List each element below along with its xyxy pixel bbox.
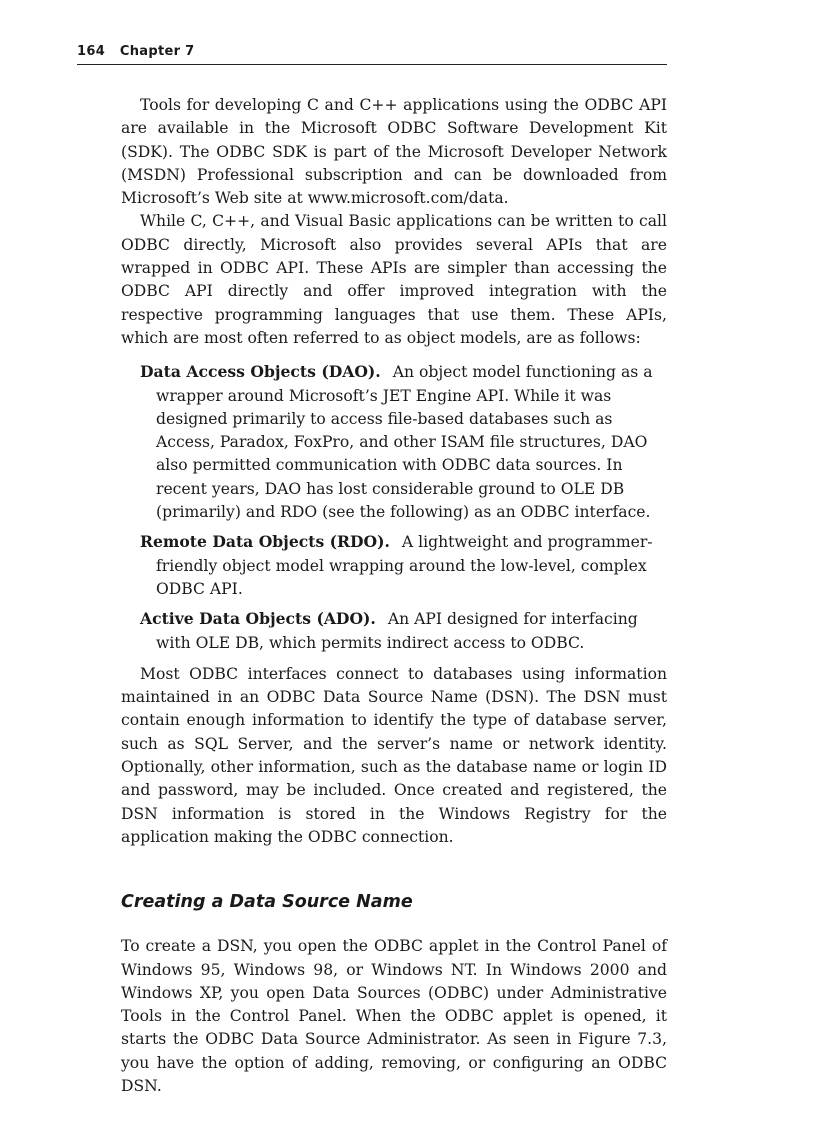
- definition-rdo: [140, 530, 667, 601]
- definition-term: Remote Data Objects (RDO).: [140, 532, 390, 552]
- definition-text: An API designed for interfacing with OLE DB, which permits indirect access to ODBC.: [156, 610, 638, 652]
- definition-list: [140, 360, 667, 655]
- page-body: [121, 94, 667, 1098]
- chapter-label: Chapter 7: [119, 44, 195, 59]
- page-number: 164: [77, 44, 106, 59]
- definition-term: Active Data Objects (ADO).: [140, 609, 376, 629]
- paragraph-object-models: While C, C++, and Visual Basic applications can be written to call ODBC directly, Microsoft also provides several APIs that are wrapped in ODBC API. These APIs are simpler than accessing the ODBC API directly and offer improved integration with the respective programming languages that use them. These APIs, which are most often referred to as object models, are as follows:: [121, 212, 667, 347]
- paragraph-dsn: Most ODBC interfaces connect to databases using information maintained in an ODBC Data Source Name (DSN). The DSN must contain enough information to identify the type of database server, such as SQL Server, and the server’s name or network identity. Optionally, other information, such as the database name or login ID and password, may be included. Once created and registered, the DSN information is stored in the Windows Registry for the application making the ODBC connection.: [121, 664, 667, 846]
- paragraph-create-dsn: To create a DSN, you open the ODBC applet in the Control Panel of Windows 95, Windows 98, or Windows NT. In Windows 2000 and Windows XP, you open Data Sources (ODBC) under Administrative Tools in the Control Panel. When the ODBC applet is opened, it starts the ODBC Data Source Administrator. As seen in Figure 7.3, you have the option of adding, removing, or configuring an ODBC DSN.: [121, 937, 667, 1095]
- definition-dao: [140, 360, 667, 524]
- definition-term: Data Access Objects (DAO).: [140, 362, 381, 382]
- definition-text: A lightweight and programmer-friendly object model wrapping around the low-level, complex ODBC API.: [156, 533, 653, 598]
- section-heading: Creating a Data Source Name: [121, 892, 413, 913]
- paragraph-odbc-sdk: Tools for developing C and C++ applications using the ODBC API are available in the Microsoft ODBC Software Development Kit (SDK). The ODBC SDK is part of the Microsoft Developer Network (MSDN) Professional subscription and can be downloaded from Microsoft’s Web site at www.microsoft.com/data.: [121, 96, 667, 208]
- definition-ado: [140, 607, 667, 655]
- definition-text: An object model functioning as a wrapper around Microsoft’s JET Engine API. While it was designed primarily to access file-based databases such as Access, Paradox, FoxPro, and other ISAM file structures, DAO also permitted communication with ODBC data sources. In recent years, DAO has lost considerable ground to OLE DB (primarily) and RDO (see the following) as an ODBC interface.: [156, 363, 653, 522]
- running-header: [77, 44, 667, 65]
